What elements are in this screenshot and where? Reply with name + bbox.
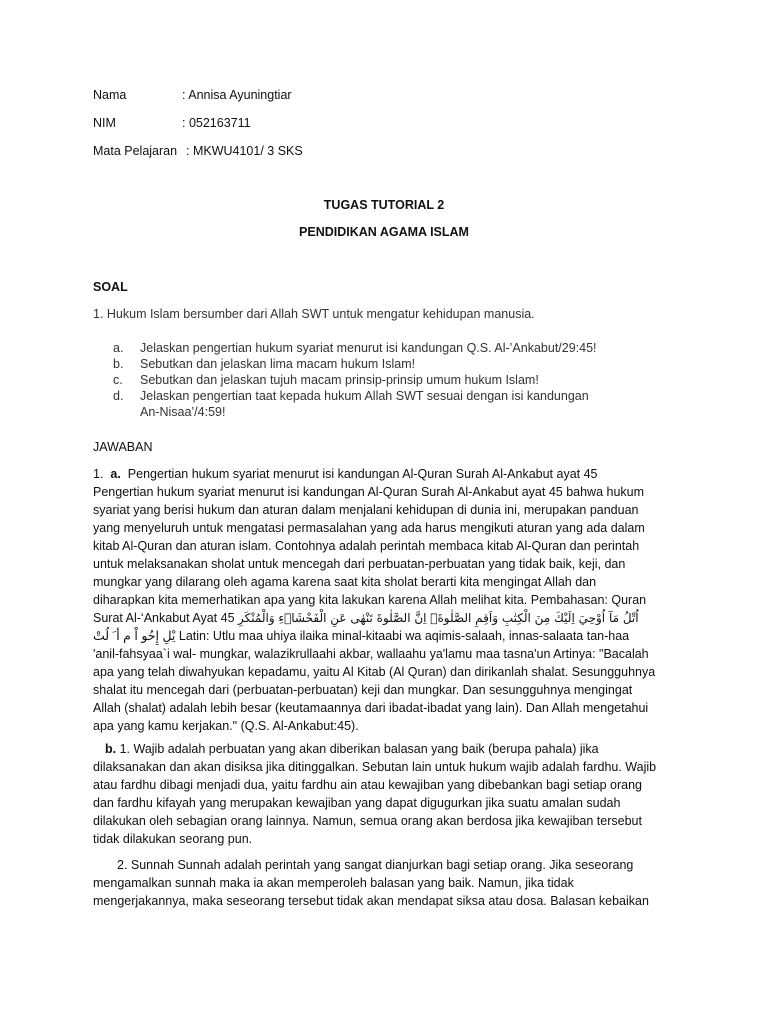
- document-subtitle: PENDIDIKAN AGAMA ISLAM: [299, 225, 469, 239]
- answer-a-line: apa yang kamu kerjakan." (Q.S. Al-Ankabut:45).: [93, 719, 359, 733]
- soal-item: [113, 356, 673, 372]
- soal-item-marker: b.: [113, 357, 124, 371]
- answer-b-line: tidak dilakukan seorang pun.: [93, 832, 253, 846]
- soal-item: [113, 372, 673, 388]
- answer-a-line: diharapkan kita memerhatikan apa yang kita lakukan karena Allah melihat kita. Pembahasan: Quran: [93, 593, 647, 607]
- soal-item-text: Jelaskan pengertian hukum syariat menurut isi kandungan Q.S. Al-’Ankabut/29:45!: [140, 341, 597, 355]
- answer-sunnah-line: [93, 856, 677, 874]
- answer-a: [93, 465, 677, 735]
- answer-a-line: mungkar yang dilarang oleh agama karena saat kita sholat berarti kita mengingat Allah dan: [93, 575, 597, 589]
- nama-value: : Annisa Ayuningtiar: [182, 88, 292, 102]
- answer-sunnah-text: 2. Sunnah Sunnah adalah perintah yang sangat dianjurkan bagi setiap orang. Jika seseorang: [117, 858, 634, 872]
- answer-b-line: dan fardhu kifayah yang merupakan kewajiban yang dapat digugurkan jika suatu amalan sudah: [93, 796, 621, 810]
- nim-label: NIM: [93, 116, 116, 130]
- soal-item-marker: a.: [113, 341, 124, 355]
- answer-a-line: yang menyeluruh untuk mengatasi permasalahan yang ada harus mengikuti aturan yang ada dalam: [93, 521, 645, 535]
- soal-heading: SOAL: [93, 280, 128, 294]
- answer-a-line: kitab Al-Quran dan aturan islam. Contohnya adalah perintah membaca kitab Al-Quran dan perintah: [93, 539, 640, 553]
- answer-b-marker: b.: [105, 742, 117, 756]
- answer-a-text: Pengertian hukum syariat menurut isi kandungan Al-Quran Surah Al-Ankabut ayat 45: [127, 467, 598, 481]
- soal-item: [113, 340, 673, 356]
- surat-label: Surat Al-‘Ankabut Ayat 45: [93, 611, 235, 625]
- answer-a-marker: a.: [110, 467, 121, 481]
- mata-pelajaran-value: : MKWU4101/ 3 SKS: [186, 144, 303, 158]
- nama-label: Nama: [93, 88, 127, 102]
- answer-sunnah-line: mengamalkan sunnah maka ia akan memperoleh balasan yang baik. Namun, jika tidak: [93, 876, 574, 890]
- soal-item: [113, 388, 610, 420]
- answer-b-line: atau fardhu dibagi menjadi dua, yaitu fardhu ain atau kewajiban yang dibebankan bagi setiap orang: [93, 778, 643, 792]
- answer-sunnah-line: mengerjakannya, maka seseorang tersebut tidak akan mendapat siksa atau dosa. Balasan kebaikan: [93, 894, 649, 908]
- answer-a-line: syariat yang berisi hukum dan aturan dalam menjalani kehidupan di dunia ini, merupakan panduan: [93, 503, 639, 517]
- answer-b-line: [93, 740, 677, 758]
- nim-value: : 052163711: [182, 116, 251, 130]
- answer-sunnah: [93, 856, 677, 910]
- soal-item-marker: d.: [113, 389, 124, 403]
- soal-item-marker: c.: [113, 373, 123, 387]
- jawaban-heading: JAWABAN: [93, 440, 153, 454]
- answer-b: [93, 740, 677, 848]
- answer-a-line: [93, 609, 677, 627]
- answer-a-line: يْلِ إِحُو اْ م أ َ لُتْ Latin: Utlu maa uhiya ilaika minal-kitaabi wa aqimis-salaah, innas-salaata tan-haa: [93, 629, 630, 643]
- document-title: TUGAS TUTORIAL 2: [323, 198, 445, 212]
- answer-a-line: 'anil-fahsyaa`i wal- mungkar, walazikrullaahi akbar, wallaahu ya'lamu maa tasna'un Artinya: "Bacalah: [93, 647, 649, 661]
- soal-question: 1. Hukum Islam bersumber dari Allah SWT untuk mengatur kehidupan manusia.: [93, 307, 535, 321]
- answer-a-line: [93, 465, 677, 483]
- answer-a-line: Allah (shalat) adalah lebih besar (keutamaannya dari ibadat-ibadat yang lain). Dan Allah mengetahui: [93, 701, 649, 715]
- soal-item-text: Jelaskan pengertian taat kepada hukum Allah SWT sesuai dengan isi kandungan An-Nisaa’/4:59!: [140, 389, 589, 419]
- answer-a-line: shalat itu mencegah dari (perbuatan-perbuatan) keji dan mungkar. Dan sesungguhnya mengingat: [93, 683, 633, 697]
- answer-a-line: untuk melaksanakan sholat untuk mencegah dari perbuatan-perbuatan yang tidak baik, keji, dan: [93, 557, 626, 571]
- answer-a-line: apa yang telah diwahyukan kepadamu, yaitu Al Kitab (Al Quran) dan dirikanlah shalat. Sesungguhnya: [93, 665, 656, 679]
- answer-b-line: dilaksanakan dan akan disiksa jika ditinggalkan. Sebutan lain untuk hukum wajib adalah fardhu. Wajib: [93, 760, 657, 774]
- answer-b-text: 1. Wajib adalah perbuatan yang akan diberikan balasan yang baik (berupa pahala) jika: [119, 742, 599, 756]
- mata-pelajaran-label: Mata Pelajaran: [93, 144, 178, 158]
- answer-a-line: Pengertian hukum syariat menurut isi kandungan Al-Quran Surah Al-Ankabut ayat 45 bahwa hukum: [93, 485, 645, 499]
- soal-item-text: Sebutkan dan jelaskan tujuh macam prinsip-prinsip umum hukum Islam!: [140, 373, 539, 387]
- soal-list: [113, 340, 673, 420]
- answer-b-line: dilakukan oleh sebagian orang lainnya. Namun, semua orang akan berdosa jika kewajiban tersebut: [93, 814, 642, 828]
- arabic-verse: اُتْلُ مَآ اُوْحِيَ اِلَيْكَ مِنَ الْكِتٰبِ وَاَقِمِ الصَّلٰوةَۗ اِنَّ الصَّلٰوةَ تَنْهٰى عَنِ الْفَحْشَاۤءِ وَالْمُنْكَرِ: [238, 611, 639, 625]
- answer-number: 1.: [93, 467, 104, 481]
- soal-item-text: Sebutkan dan jelaskan lima macam hukum Islam!: [140, 357, 416, 371]
